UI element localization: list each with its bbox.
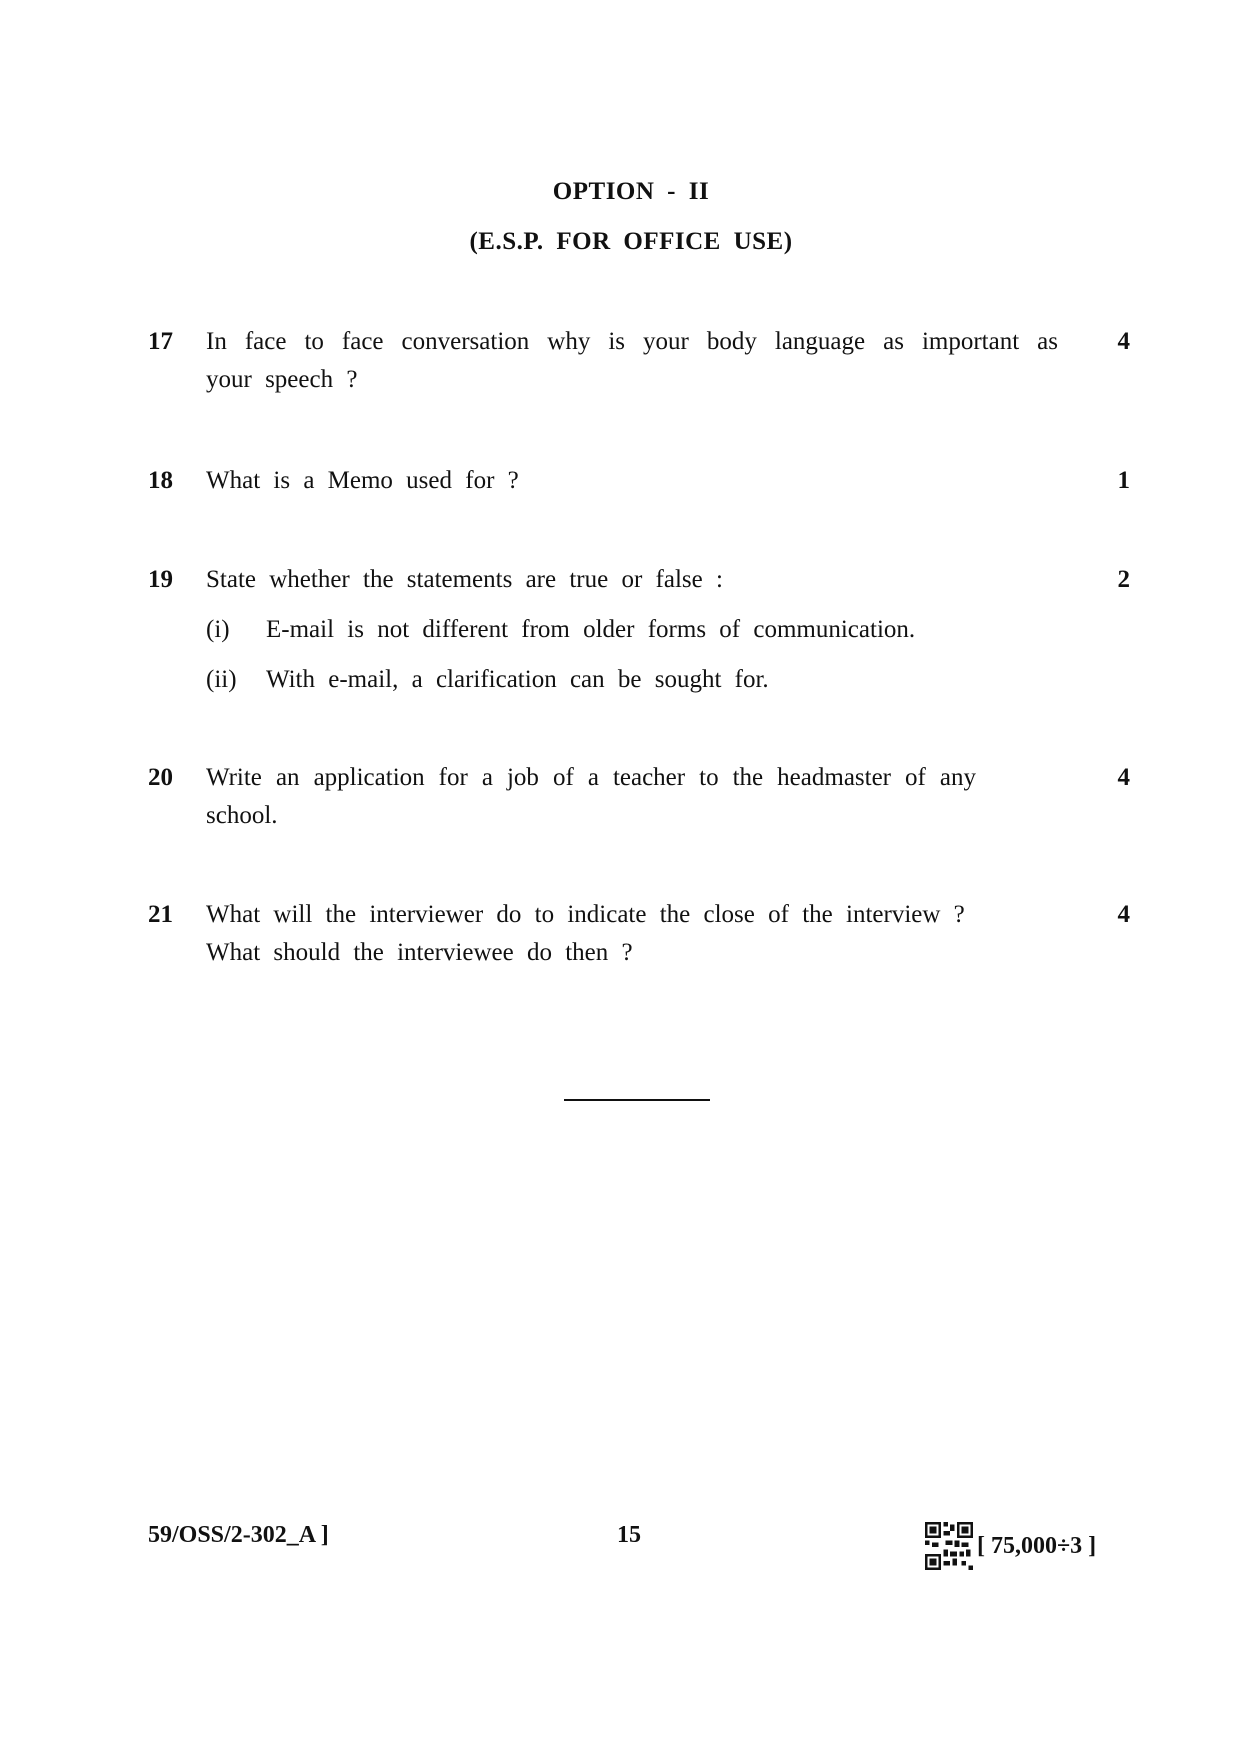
question-marks: 4 <box>1117 328 1130 355</box>
question-marks: 2 <box>1117 566 1130 593</box>
print-quantity: [ 75,000÷3 ] <box>977 1532 1097 1559</box>
question-text: What is a Memo used for ? <box>206 467 519 494</box>
statement-text: With e-mail, a clarification can be sought for. <box>266 666 769 693</box>
question-17 <box>148 323 1130 399</box>
statement-label: (i) <box>206 616 230 643</box>
section-title: OPTION - II <box>552 178 710 205</box>
question-19 <box>148 561 1130 699</box>
question-18 <box>148 462 1130 500</box>
statement-label: (ii) <box>206 666 237 693</box>
question-number: 19 <box>148 566 173 593</box>
page-number: 15 <box>617 1522 641 1548</box>
question-number: 20 <box>148 764 173 791</box>
question-text: In face to face conversation why is your body language as important as your speech ? <box>206 328 1058 393</box>
question-marks: 1 <box>1117 467 1130 494</box>
question-20 <box>148 759 1130 835</box>
statement-ii <box>206 661 1130 699</box>
question-number: 21 <box>148 901 173 928</box>
paper-code: 59/OSS/2-302_A ] <box>148 1522 329 1548</box>
qr-code-icon <box>925 1522 973 1570</box>
question-marks: 4 <box>1117 764 1130 791</box>
statement-text: E-mail is not different from older forms of communication. <box>266 616 916 643</box>
question-number: 18 <box>148 467 173 494</box>
question-number: 17 <box>148 328 173 355</box>
question-text: State whether the statements are true or false : <box>206 566 723 593</box>
section-subtitle: (E.S.P. FOR OFFICE USE) <box>469 228 793 255</box>
end-of-section-rule <box>564 1099 710 1101</box>
question-text: Write an application for a job of a teacher to the headmaster of any school. <box>206 764 976 829</box>
question-text-line-1: What will the interviewer do to indicate the close of the interview ? <box>206 901 965 928</box>
question-21 <box>148 896 1130 972</box>
statement-i <box>206 611 1130 649</box>
question-text-line-2: What should the interviewee do then ? <box>206 939 633 966</box>
question-marks: 4 <box>1117 901 1130 928</box>
print-info <box>925 1522 1096 1570</box>
